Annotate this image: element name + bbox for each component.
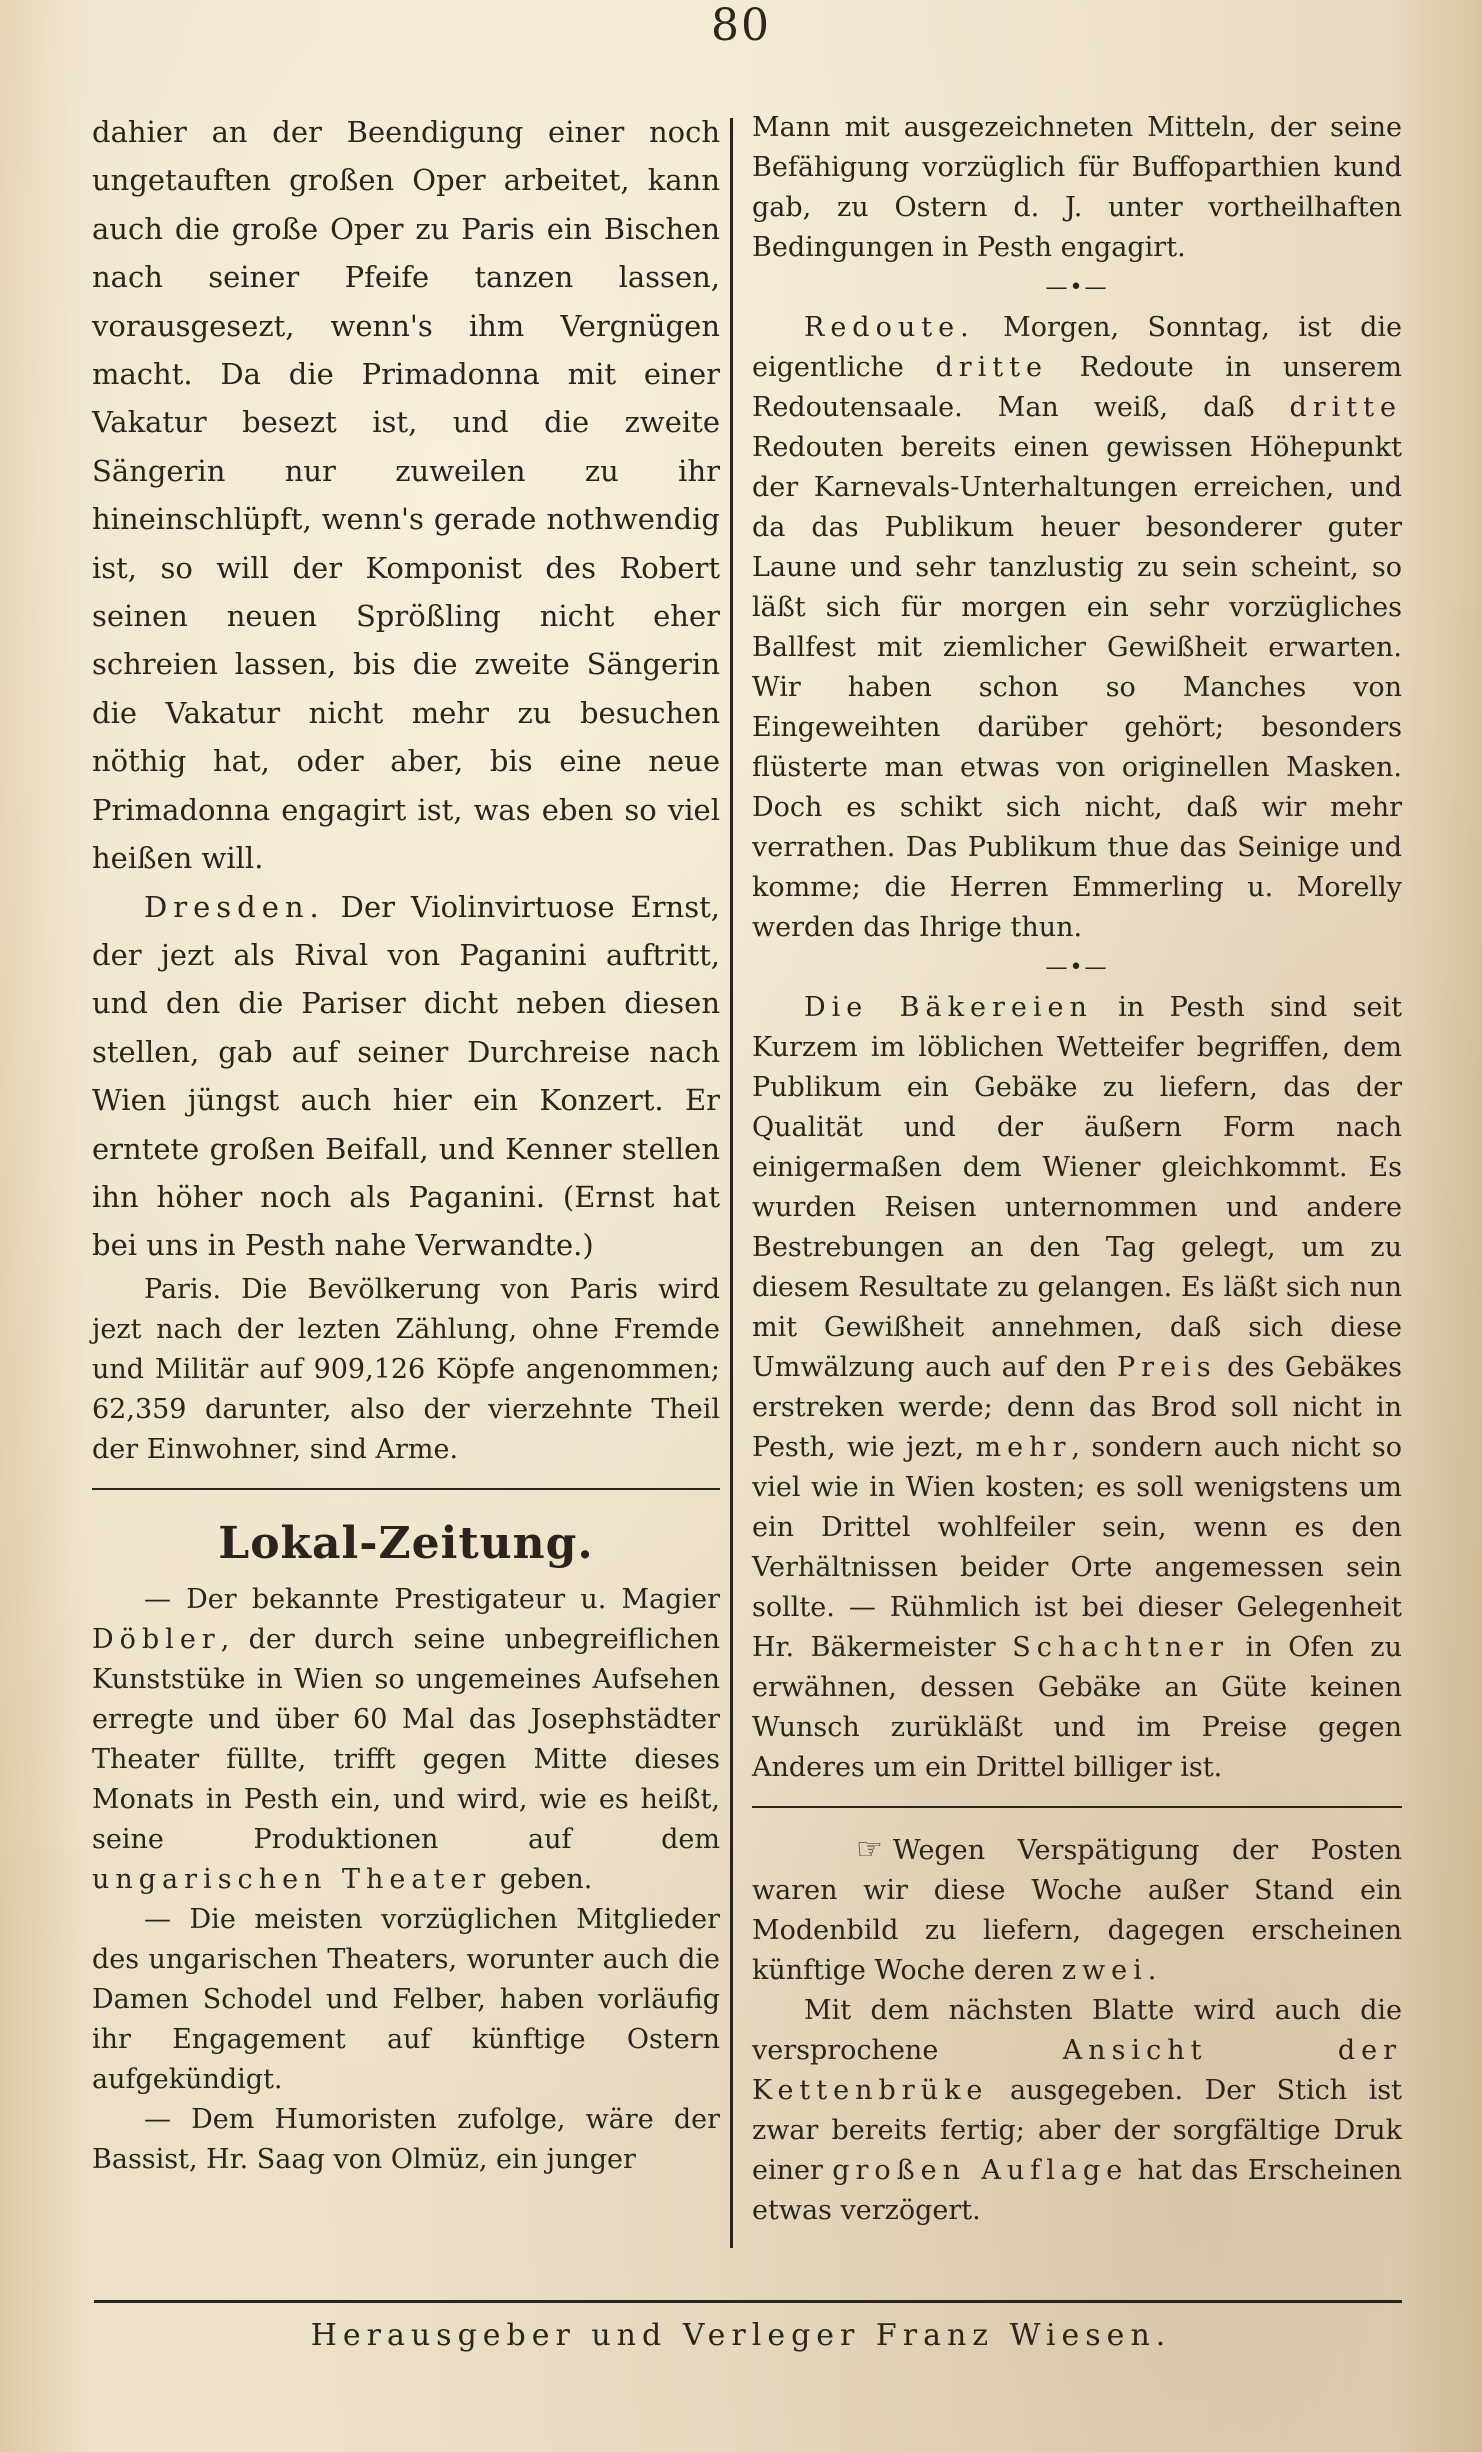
bakery-emphasis-mehr: mehr [975,1432,1072,1463]
bridge-emphasis-2: großen Auflage [832,2155,1129,2186]
publisher-footer: Herausgeber und Verleger Franz Wiesen. [310,2318,1172,2353]
local-news-2: — Die meisten vorzüglichen Mitglieder des ungarischen Theaters, worunter auch die Damen Schodel und Felber, haben vorläufig ihr Engagement auf künftige Ostern aufgekündigt. [92,1903,720,2095]
bridge-paragraph [752,1991,1402,2231]
right-column [752,108,1402,2231]
notice-end: . [1147,1955,1157,1986]
ornament-divider: —•— [1045,275,1109,300]
bakery-text-4: in Ofen zu erwähnen, dessen Gebäke an Güte keinen Wunsch zurükläßt und im Preise gegen Anderes um ein Drittel billiger ist. [752,1632,1402,1783]
redoute-text-2: Redoute in unserem Redoutensaale. Man weiß, daß [752,352,1402,423]
dresden-article [92,883,720,1270]
local-news-1-end: geben. [491,1863,593,1895]
bakery-text-3: , sondern auch nicht so viel wie in Wien kosten; es soll wenigstens um ein Drittel wohlfeiler sein, wenn es den Verhältnissen beider Orte angemessen sein sollte. — Rühmlich ist bei dieser Gelegenheit Hr. Bäkermeister [752,1432,1402,1663]
local-news-3: — Dem Humoristen zufolge, wäre der Bassist, Hr. Saag von Olmüz, ein junger [92,2103,720,2175]
local-news-1-name: Döbler [92,1623,221,1655]
section-title: Lokal-Zeitung. [218,1517,594,1569]
footer-rule [94,2300,1402,2303]
bakery-article [752,988,1402,1788]
bakery-emphasis-preis: Preis [1117,1352,1217,1383]
notice-paragraph [752,1830,1402,1991]
bridge-text-1: Mit dem nächsten Blatte wird auch die versprochene [752,1995,1402,2066]
continuation-paragraph: Mann mit ausgezeichneten Mitteln, der seine Befähigung vorzüglich für Buffoparthien kund gab, zu Ostern d. J. unter vortheilhaften Bedingungen in Pesth engagirt. [752,112,1402,263]
redoute-emphasis-1: dritte [935,352,1048,383]
bridge-text-2: ausgegeben. Der Stich ist zwar bereits fertig; aber der sorgfältige Druk einer [752,2075,1402,2186]
page-number: 80 [711,0,771,51]
redoute-text-3: Redouten bereits einen gewissen Höhepunkt der Karnevals-Unterhaltungen erreichen, und da das Publikum heuer besonderer guter Laune und sehr tanzlustig zu sein scheint, so läßt sich für morgen ein sehr vorzügliches Ballfest mit ziemlicher Gewißheit erwarten. Wir haben schon so Manches von Eingeweihten darüber gehört; besonders flüsterte man etwas von originellen Masken. Doch es schikt sich nicht, daß wir mehr verrathen. Das Publikum thue das Seinige und komme; die Herren Emmerling u. Morelly werden das Ihrige thun. [752,432,1402,943]
local-news-1-theater: ungarischen Theater [92,1863,492,1895]
redoute-emphasis-2: dritte [1289,392,1402,423]
paris-text: Die Bevölkerung von Paris wird jezt nach der lezten Zählung, ohne Fremde und Militär auf 909,126 Köpfe angenommen; 62,359 darunter, also der vierzehnte Theil der Einwohner, sind Arme. [92,1273,720,1465]
left-column [92,108,720,2180]
local-news-1-text: — Der bekannte Prestigateur u. Magier [144,1583,720,1615]
redoute-text-1: Morgen, Sonntag, ist die eigentliche [752,312,1402,383]
bridge-emphasis-1: Ansicht der Kettenbrüke [752,2035,1402,2106]
bakery-text-1: in Pesth sind seit Kurzem im löblichen Wetteifer begriffen, dem Publikum ein Gebäke zu liefern, das der Qualität und der äußern Form nach einigermaßen dem Wiener gleichkommt. Es wurden Reisen unternommen und andere Bestrebungen an den Tag gelegt, um zu diesem Resultate zu gelangen. Es läßt sich nun mit Gewißheit annehmen, daß sich diese Umwälzung auch auf den [752,992,1402,1383]
notice-text: Wegen Verspätigung der Posten waren wir diese Woche außer Stand ein Modenbild zu liefern, dagegen erscheinen künftige Woche deren [752,1835,1402,1986]
notice-divider [752,1806,1402,1808]
dresden-text: Der Violinvirtuose Ernst, der jezt als Rival von Paganini auftritt, und den die Pariser dicht neben diesen stellen, gab auf seiner Durchreise nach Wien jüngst auch hier ein Konzert. Er erntete großen Beifall, und Kenner stellen ihn höher noch als Paganini. (Ernst hat bei uns in Pesth nahe Verwandte.) [92,889,720,1263]
local-news-1-body: , der durch seine unbegreiflichen Kunststüke in Wien so ungemeines Aufsehen erregte und über 60 Mal das Josephstädter Theater füllte, trifft gegen Mitte dieses Monats in Pesth ein, und wird, wie es heißt, seine Produktionen auf dem [92,1623,720,1855]
ornament-divider-2: —•— [1045,955,1109,980]
paris-heading: Paris. [144,1273,222,1305]
redoute-article [752,308,1402,948]
paris-article [92,1270,720,1470]
dresden-heading: Dresden. [144,889,325,924]
opera-paragraph: dahier an der Beendigung einer noch ungetauften großen Oper arbeitet, kann auch die große Oper zu Paris ein Bischen nach seiner Pfeife tanzen lassen, vorausgesezt, wenn's ihm Vergnügen macht. Da die Primadonna mit einer Vakatur besezt ist, und die zweite Sängerin nur zuweilen zu ihr hineinschlüpft, wenn's gerade nothwendig ist, so will der Komponist des Robert seinen neuen Sprößling nicht eher schreien lassen, bis die zweite Sängerin die Vakatur nicht mehr zu besuchen nöthig hat, oder aber, bis eine neue Primadonna engagirt ist, was eben so viel heißen will. [92,115,720,876]
section-divider [92,1488,720,1490]
redoute-heading: Redoute. [804,312,975,343]
bakery-emphasis-name: Schachtner [1012,1632,1230,1663]
bridge-text-3: hat das Erscheinen etwas verzögert. [752,2155,1402,2226]
bakery-heading: Die Bäkereien [804,992,1093,1023]
column-divider [730,118,733,2248]
notice-emphasis: zwei [1061,1955,1148,1986]
bakery-text-2: des Gebäkes erstreken werde; denn das Brod soll nicht in Pesth, wie jezt, [752,1352,1402,1463]
pointing-hand-icon: ☞ [856,1832,883,1867]
local-news-1 [92,1580,720,1900]
